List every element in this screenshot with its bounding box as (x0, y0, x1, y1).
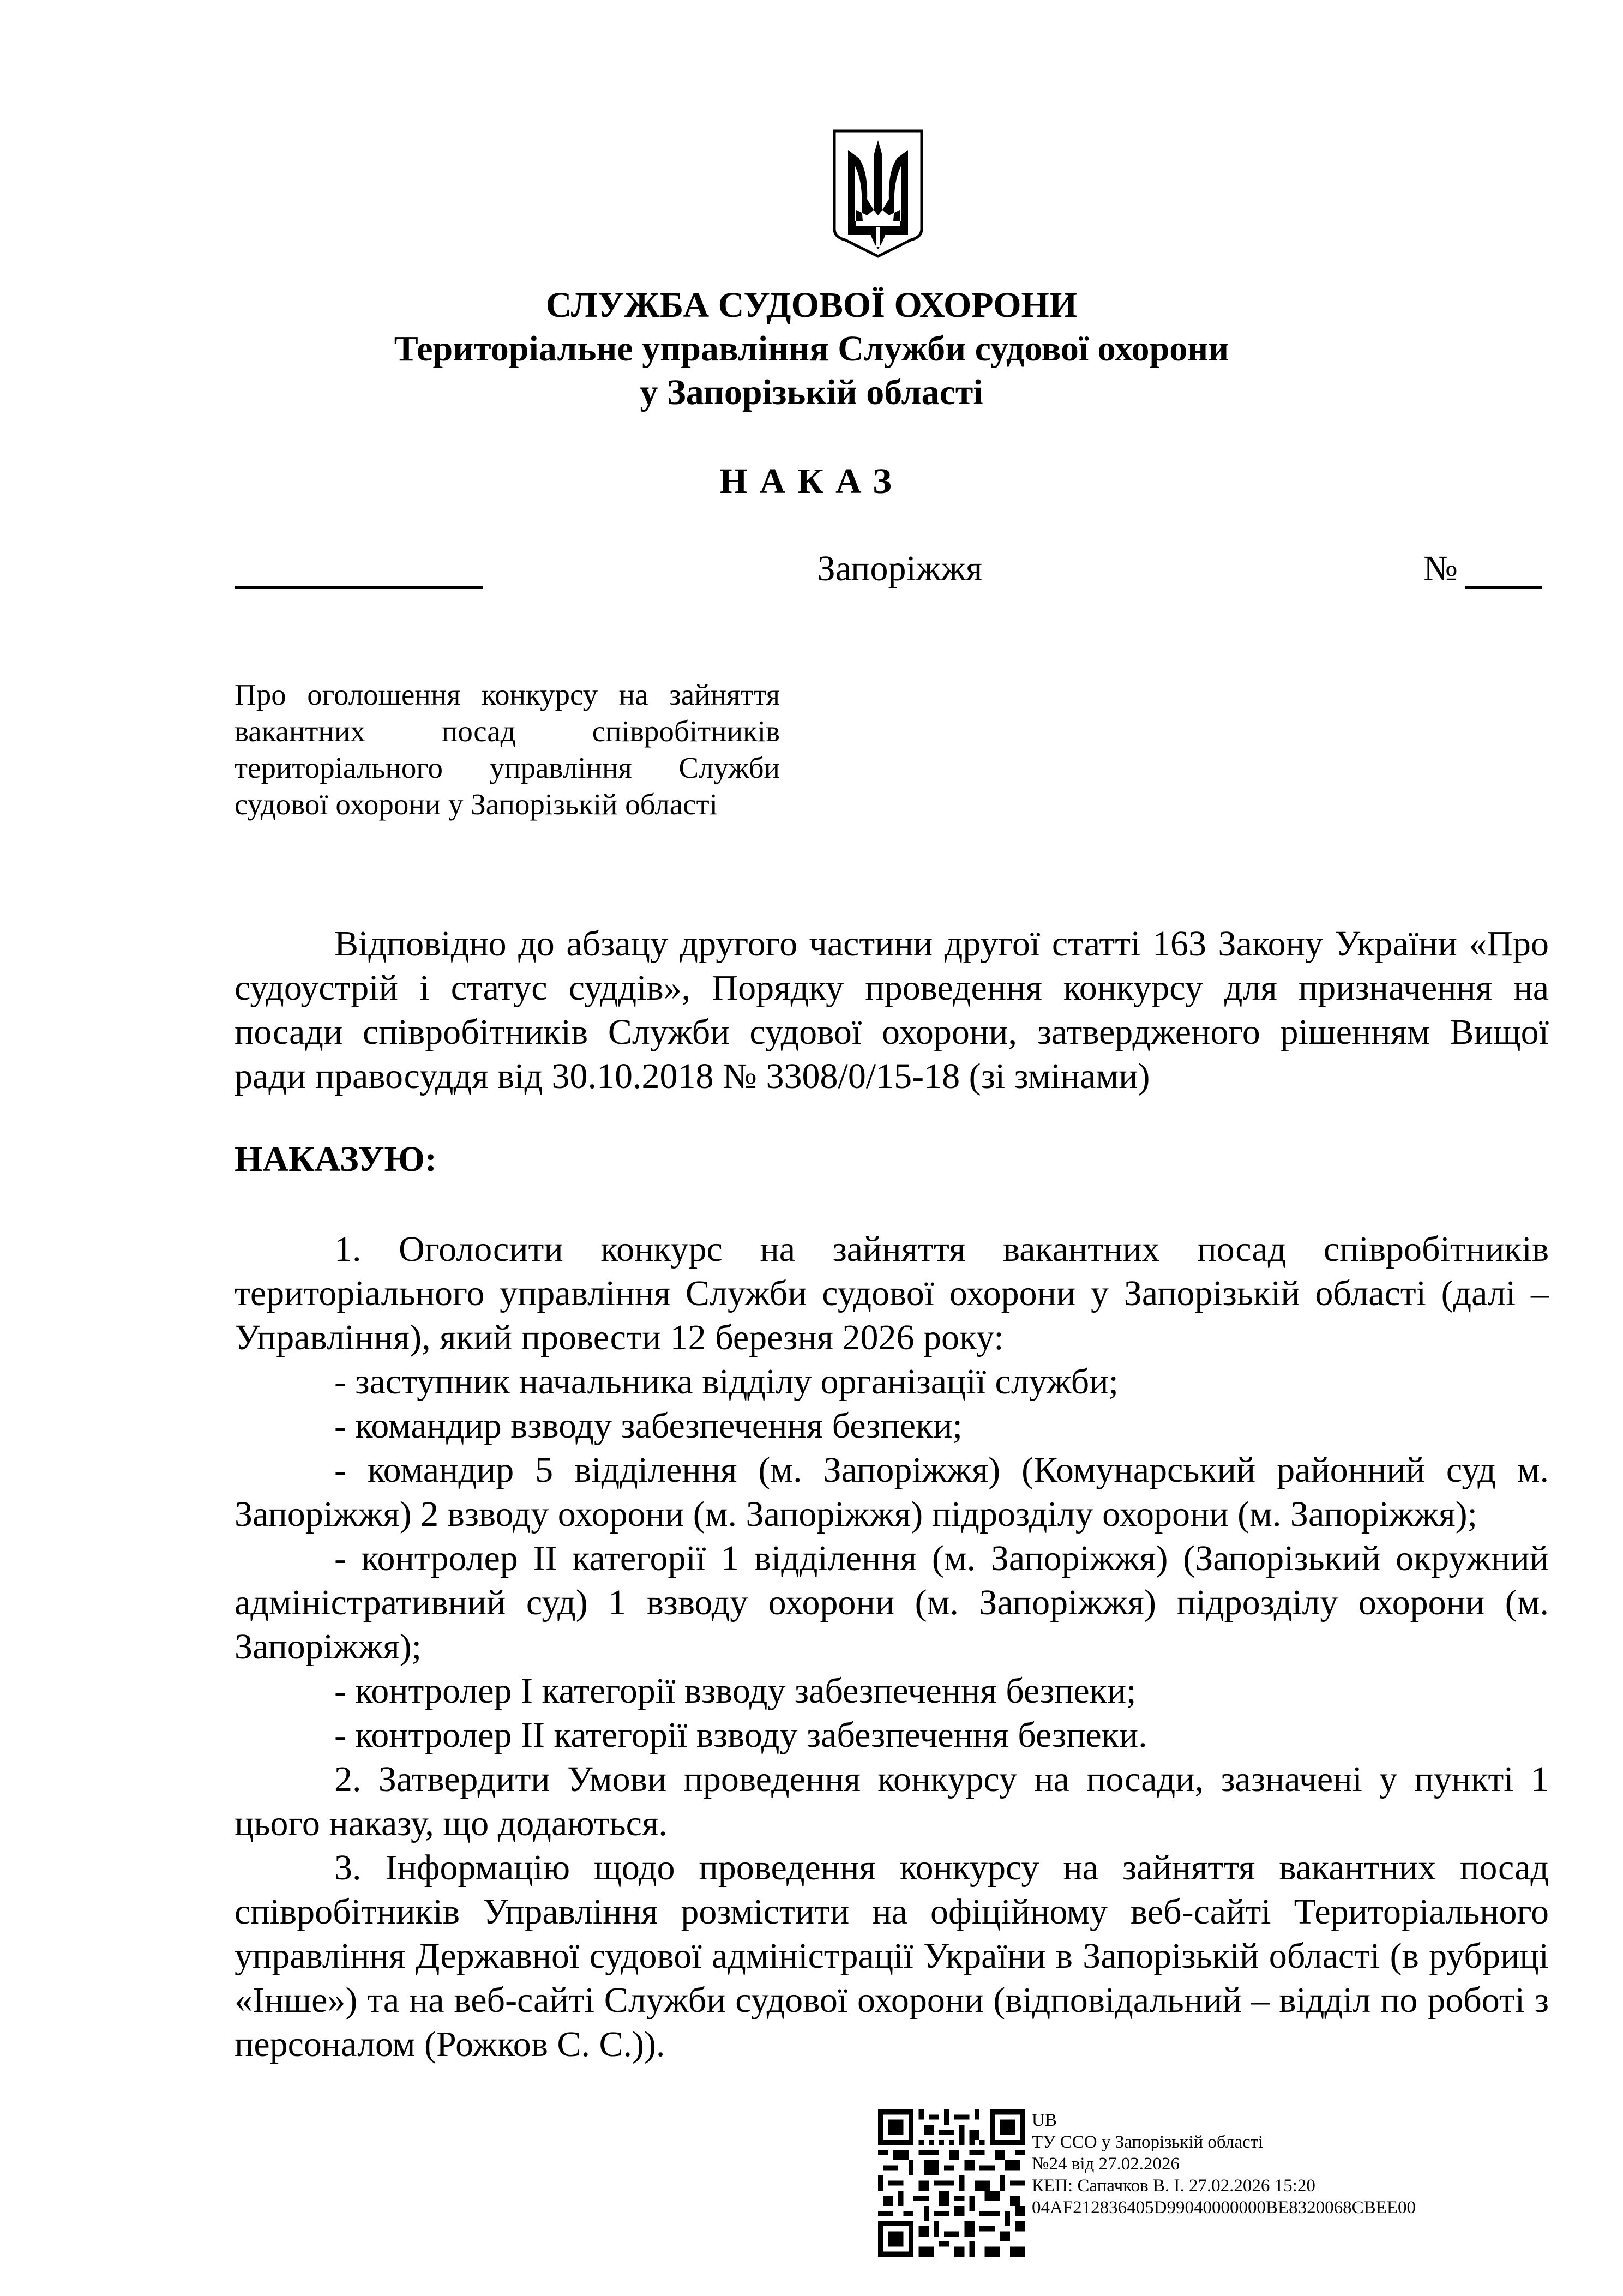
position-list-item: - заступник начальника відділу організації служби; (334, 1362, 1119, 1402)
position-list-item: - командир 5 відділення (м. Запоріжжя) (Комунарський районний суд м. Запоріжжя) 2 взводу охорони (м. Запоріжжя) підрозділу охорони (м. Запоріжжя); (235, 1450, 1549, 1534)
org-region-heading: у Запорізькій області (640, 372, 983, 412)
stamp-line-registration: №24 від 27.02.2026 (1032, 2154, 1180, 2174)
e-signature-stamp (878, 2109, 1532, 2246)
signature-details (1032, 2109, 1416, 2219)
stamp-line-serial: 04AF212836405D99040000000BE8320068CBEE00 (1032, 2198, 1416, 2217)
org-name-heading: СЛУЖБА СУДОВОЇ ОХОРОНИ (545, 285, 1078, 325)
position-list-item: - контролер ІІ категорії 1 відділення (м. Запоріжжя) (Запорізький окружний адміністративний суд) 1 взводу охорони (м. Запоріжжя) підрозділу охорони (м. Запоріжжя); (235, 1538, 1549, 1667)
city-label: Запоріжжя (817, 549, 983, 588)
order-item-1: 1. Оголосити конкурс на зайняття вакантних посад співробітників територіального управління Служби судової охорони у Запорізькій області (далі – Управління), який провести 12 березня 2026 року: (235, 1229, 1549, 1357)
legal-basis-paragraph: Відповідно до абзацу другого частини другої статті 163 Закону України «Про судоустрій і статус суддів», Порядку проведення конкурсу для призначення на посади співробітників Служби судової охорони, затвердженого рішенням Вищої ради правосуддя від 30.10.2018 № 3308/0/15-18 (зі змінами) (235, 924, 1549, 1096)
stamp-line-signer: КЕП: Сапачков В. І. 27.02.2026 15:20 (1032, 2176, 1315, 2196)
order-item-3: 3. Інформацію щодо проведення конкурсу на зайняття вакантних посад співробітників Управління розмістити на офіційному веб-сайті Територіального управління Державної судової адміністрації України в Запорізькій області (в рубриці «Інше») та на веб-сайті Служби судової охорони (відповідальний – відділ по роботі з персоналом (Рожков С. С.)). (235, 1848, 1549, 2064)
position-list-item: - контролер ІІ категорії взводу забезпечення безпеки. (334, 1715, 1147, 1755)
number-blank-line (1465, 586, 1542, 589)
order-subject: Про оголошення конкурсу на зайняття вакантних посад співробітників територіального управління Служби судової охорони у Запорізькій області (235, 678, 780, 821)
order-items (235, 1227, 1549, 2066)
position-list-item: - командир взводу забезпечення безпеки; (334, 1406, 963, 1446)
order-item-2: 2. Затвердити Умови проведення конкурсу на посади, зазначені у пункті 1 цього наказу, що додаються. (235, 1759, 1549, 1843)
coat-of-arms-icon (829, 128, 927, 265)
org-subdivision-heading: Територіальне управління Служби судової охорони (394, 329, 1229, 369)
position-list-item: - контролер І категорії взводу забезпечення безпеки; (334, 1671, 1137, 1711)
document-type-title: НАКАЗ (719, 461, 904, 501)
order-directive-heading: НАКАЗУЮ: (235, 1139, 437, 1179)
legal-basis-block (235, 922, 1549, 1098)
number-sign: № (1423, 549, 1458, 588)
qr-code-icon[interactable] (878, 2109, 1025, 2257)
stamp-line-organization: ТУ ССО у Запорізькій області (1032, 2132, 1264, 2152)
stamp-line-ub: UB (1032, 2111, 1057, 2130)
